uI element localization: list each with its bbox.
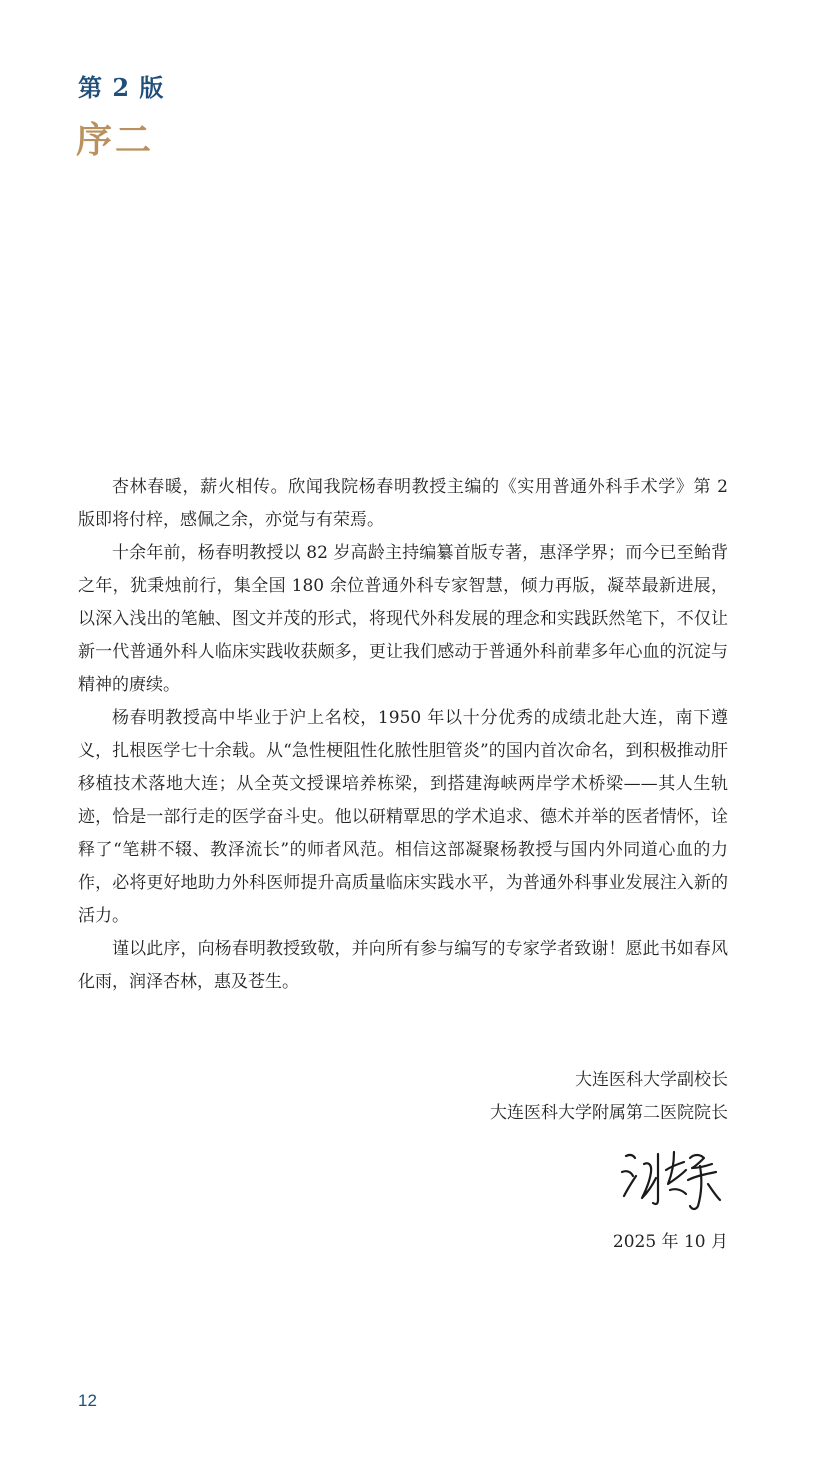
signing-date: 2025 年 10 月 xyxy=(612,1232,728,1252)
affiliation-line-2: 大连医科大学附属第二医院院长 xyxy=(490,1103,728,1123)
page-title: 序二 xyxy=(76,119,155,161)
author-affiliation xyxy=(490,1064,728,1130)
handwritten-signature-icon xyxy=(616,1140,726,1216)
paragraph-3: 杨春明教授高中毕业于沪上名校，1950 年以十分优秀的成绩北赴大连，南下遵义，扎根医学七十余载。从“急性梗阻性化脓性胆管炎”的国内首次命名，到积极推动肝移植技术落地大连；从全英文授课培养栋梁，到搭建海峡两岸学术桥梁——其人生轨迹，恰是一部行走的医学奋斗史。他以研精覃思的学术追求、德术并举的医者情怀，诠释了“笔耕不辍、教泽流长”的师者风范。相信这部凝聚杨教授与国内外同道心血的力作，必将更好地助力外科医师提升高质量临床实践水平，为普通外科事业发展注入新的活力。 xyxy=(78,708,728,926)
edition-label: 第 2 版 xyxy=(78,73,165,102)
preface-body xyxy=(78,471,728,999)
paragraph-2: 十余年前，杨春明教授以 82 岁高龄主持编纂首版专著，惠泽学界；而今已至鲐背之年，犹秉烛前行，集全国 180 余位普通外科专家智慧，倾力再版，凝萃最新进展，以深入浅出的笔触、图文并茂的形式，将现代外科发展的理念和实践跃然笔下，不仅让新一代普通外科人临床实践收获颇多，更让我们感动于普通外科前辈多年心血的沉淀与精神的赓续。 xyxy=(78,543,728,695)
paragraph-1: 杏林春暖，薪火相传。欣闻我院杨春明教授主编的《实用普通外科手术学》第 2 版即将付梓，感佩之余，亦觉与有荣焉。 xyxy=(78,477,728,530)
affiliation-line-1: 大连医科大学副校长 xyxy=(575,1070,728,1090)
paragraph-4: 谨以此序，向杨春明教授致敬，并向所有参与编写的专家学者致谢！愿此书如春风化雨，润泽杏林，惠及苍生。 xyxy=(78,939,728,992)
page-number: 12 xyxy=(78,1391,97,1410)
